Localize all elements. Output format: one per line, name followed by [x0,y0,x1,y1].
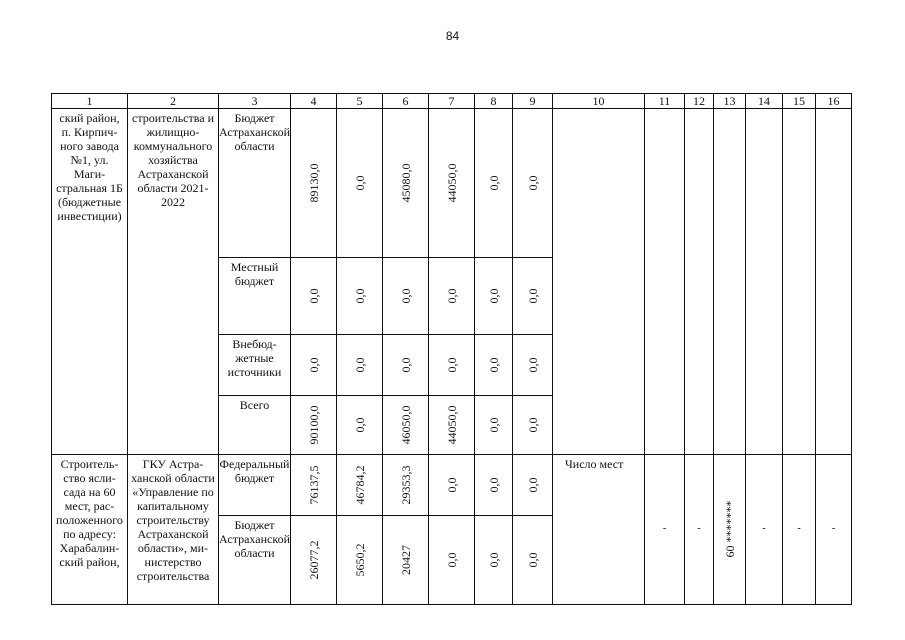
header-cell: 3 [219,94,291,109]
value-cell: 26077,2 [291,515,337,604]
value-cell: 0,0 [337,109,383,258]
empty-cell [685,109,714,455]
value-cell: 0,0 [337,258,383,335]
value-cell: 0,0 [513,258,553,335]
header-cell: 12 [685,94,714,109]
customer-cell: ГКУ Астраханской области «Управление по капитальному строительству Астраханской области», министерство строительства [128,454,219,604]
value-cell: 0,0 [383,335,429,396]
value-cell: 0,0 [475,396,513,455]
header-cell: 1 [52,94,128,109]
customer-cell: строительства и жилищно-коммунального хозяйства Астраханской области 2021-2022 [128,109,219,455]
object-name-cell: Строительство ясли-сада на 60 мест, расположенного по адресу: Харабалинский район, [52,454,128,604]
empty-cell [714,109,746,455]
header-cell: 2 [128,94,219,109]
table-row [52,454,852,515]
funding-source-cell: Федеральный бюджет [219,454,291,515]
indicator-cell: Число мест [553,454,645,604]
value-cell: 29353,3 [383,454,429,515]
value-cell: 20427 [383,515,429,604]
empty-cell [816,109,852,455]
indicator-cell [553,109,645,455]
header-cell: 4 [291,94,337,109]
value-cell: 0,0 [291,258,337,335]
value-cell: 90100,0 [291,396,337,455]
value-cell: 0,0 [475,109,513,258]
header-cell: 14 [746,94,783,109]
value-cell: 89130,0 [291,109,337,258]
empty-cell [783,109,816,455]
header-cell: 8 [475,94,513,109]
value-cell: 0,0 [513,454,553,515]
value-cell: 0,0 [337,396,383,455]
funding-source-cell: Внебюджетные источники [219,335,291,396]
value-cell: 0,0 [513,515,553,604]
funding-source-cell: Местный бюджет [219,258,291,335]
dash-cell: - [783,454,816,604]
value-cell: 0,0 [513,109,553,258]
header-cell: 16 [816,94,852,109]
value-cell: 0,0 [429,258,475,335]
value-cell: 46050,0 [383,396,429,455]
value-cell: 0,0 [475,335,513,396]
value-cell: 0,0 [429,454,475,515]
funding-source-cell: Бюджет Астраханской области [219,515,291,604]
funding-source-cell: Всего [219,396,291,455]
header-cell: 9 [513,94,553,109]
value-cell: 0,0 [513,335,553,396]
value-cell: 76137,5 [291,454,337,515]
header-cell: 7 [429,94,475,109]
value-cell: 0,0 [429,335,475,396]
header-cell: 11 [645,94,685,109]
header-cell: 5 [337,94,383,109]
dash-cell: - [746,454,783,604]
value-cell: 44050,0 [429,109,475,258]
value-cell: 46784,2 [337,454,383,515]
seats-count-cell: 60 ******* [714,454,746,604]
empty-cell [645,109,685,455]
object-name-cell: ский район, п. Кирпичного завода №1, ул. Магистральная 1Б (бюджетные инвестиции) [52,109,128,455]
funding-source-cell: Бюджет Астраханской области [219,109,291,258]
budget-table [51,93,852,605]
header-row [52,94,852,109]
header-cell: 10 [553,94,645,109]
value-cell: 0,0 [475,515,513,604]
value-cell: 0,0 [429,515,475,604]
value-cell: 0,0 [475,454,513,515]
page-number: 84 [445,29,460,43]
value-cell: 0,0 [337,335,383,396]
header-cell: 13 [714,94,746,109]
table-row [52,109,852,258]
dash-cell: - [645,454,685,604]
value-cell: 0,0 [513,396,553,455]
value-cell: 0,0 [291,335,337,396]
dash-cell: - [685,454,714,604]
dash-cell: - [816,454,852,604]
header-cell: 15 [783,94,816,109]
value-cell: 0,0 [383,258,429,335]
value-cell: 0,0 [475,258,513,335]
header-cell: 6 [383,94,429,109]
value-cell: 45080,0 [383,109,429,258]
empty-cell [746,109,783,455]
value-cell: 5650,2 [337,515,383,604]
value-cell: 44050,0 [429,396,475,455]
